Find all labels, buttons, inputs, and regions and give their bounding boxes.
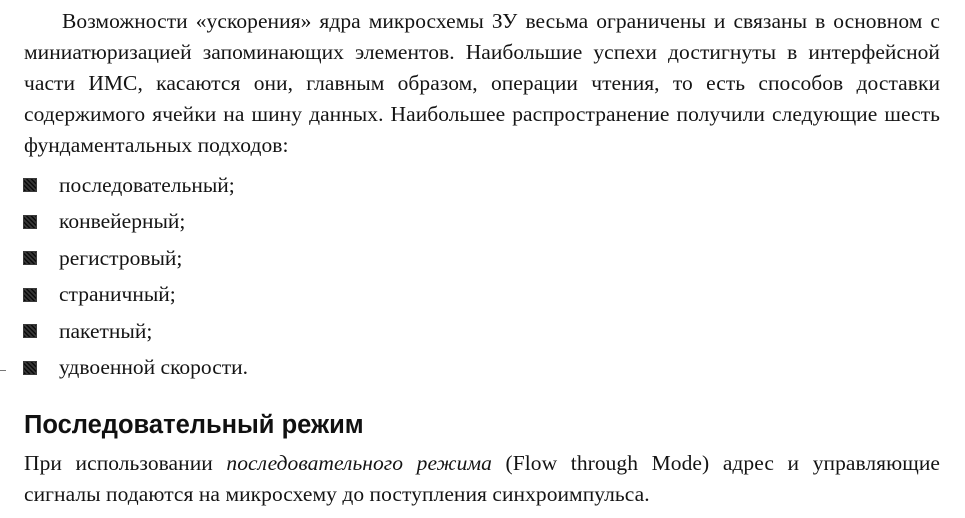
- list-item-label: конвейерный;: [59, 209, 186, 234]
- square-bullet-icon: [23, 251, 37, 265]
- approaches-list: [22, 167, 248, 386]
- square-bullet-icon: [23, 178, 37, 192]
- square-bullet-icon: [23, 215, 37, 229]
- list-item: [22, 277, 248, 314]
- list-item: [22, 204, 248, 241]
- list-item: [22, 240, 248, 277]
- list-item-label: страничный;: [59, 282, 176, 307]
- list-item: [22, 350, 248, 387]
- paragraph-text-start: При использовании: [24, 451, 227, 475]
- list-item-label: регистровый;: [59, 245, 183, 270]
- square-bullet-icon: [23, 324, 37, 338]
- square-bullet-icon: [23, 288, 37, 302]
- section-heading: Последовательный режим: [24, 411, 364, 439]
- emphasized-term: последовательного режима: [226, 451, 492, 475]
- list-item-label: удвоенной скорости.: [59, 355, 249, 380]
- list-item-label: последовательный;: [59, 172, 235, 197]
- square-bullet-icon: [23, 361, 37, 375]
- paragraph-text-end: (Flow through Mode) адрес и управляющие сигналы подаются на микросхему до поступления синхроимпульса.: [24, 451, 940, 506]
- list-item: [22, 313, 248, 350]
- margin-mark: [0, 370, 6, 371]
- intro-paragraph: Возможности «ускорения» ядра микросхемы ЗУ весьма ограничены и связаны в основном с миниатюризацией запоминающих элементов. Наибольшие успехи достигнуты в интерфейсной части ИМС, касаются они, главным образом, операции чтения, то есть способов доставки содержимого ячейки на шину данных. Наибольшее распространение получили следующие шесть фундаментальных подходов:: [24, 9, 940, 157]
- list-item-label: пакетный;: [59, 318, 153, 343]
- flow-mode-paragraph: [24, 448, 940, 510]
- list-item: [22, 167, 248, 204]
